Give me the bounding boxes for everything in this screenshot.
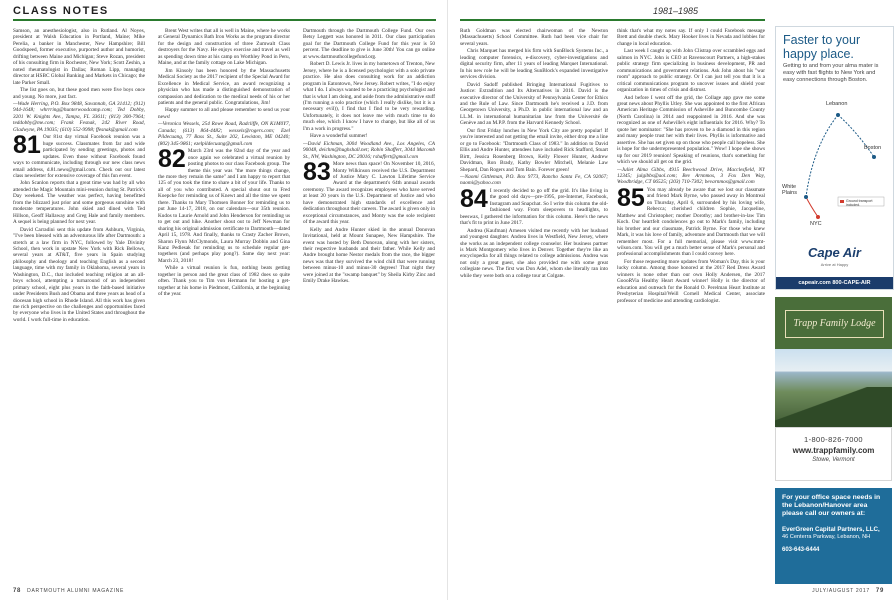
city-label-white-plains: White Plains xyxy=(782,184,797,196)
year-dropcap: 84 xyxy=(460,184,488,213)
paragraph: I recently decided to go off the grid. It's like living in the good old days—pre-1995, pre-Internet, Facebook, Instagram and Snapchat. So I write this column the old-fashioned way. From sleepovers to headlights, to beeswax, I gathered the information for this column. Here's the news that's fit to print in June 2017. xyxy=(460,187,608,227)
paragraph: More news than space! On November 10, 2016, Monty Wilkinson received the U.S. Department of Justice Mary C. Lawton Lifetime Service Award at the department's 64th annual awards ceremony. The award recognizes employees who have served at least 20 years in the U.S. Department of Justice and who have demonstrated high standards of excellence and dedication throughout their careers. The award is given only in exceptional circumstances, and Monty was the sole recipient of the award this year. xyxy=(303,161,435,226)
trapp-url[interactable]: www.trappfamily.com xyxy=(792,446,875,455)
paragraph: Jim Kinsoly has been honored by the Massachusetts Medical Society as the 2017 recipient of the Special Award for Excellence in Medical Service, an award recognizing a physician who has made a distinguished demonstration of compassion and dedication to the medical needs of his or her patients and the general public. Congratulations, Jim! xyxy=(158,67,290,106)
evergreen-ad[interactable] xyxy=(775,488,892,584)
top-rule-right xyxy=(460,19,765,21)
year-dropcap: 85 xyxy=(617,183,645,212)
cape-air-url-bar[interactable]: capeair.com 800-CAPE-AIR xyxy=(776,277,893,289)
trapp-location: Stowe, Vermont xyxy=(812,457,855,463)
route-map-graphic xyxy=(780,97,888,242)
paragraph: For those requesting more updates from Woman's Day, this is your lucky column. Among those honored at the 2017 Red Dress Award winners is none other than our own Holly Andersen, the 2017 GoooRVia Healthy Heart Award winner! Holly is the director of education and outreach for the Ronald O. Perelman Heart Institute at Presbyterian Hospital/Weill Cornell Medical Center, associate professor of medicine and attending cardiologist. xyxy=(617,258,765,304)
evergreen-phone: 603-643-6444 xyxy=(782,547,820,554)
paragraph: And before I went off the grid, the Collage app gave me some great news about Phyllis Utley. She was appointed to the first African American Heritage Commission of Asheville and Buncombe County (North Carolina) in 2014 and reappointed in 2016. And she was recognized as one of Asheville's eight influentials for 2016. Why? To quote her nominator: "She has proven to be a diamond in this region and many people trust her with their lives. Phyllis is informative and assertive. She has set given up on those who people call hopeless. She is hope for the underrepresented population." Wow! I hope she shows up for our 2019 reunion! Speaking of reunions, that's something for which we should all get on the grid. xyxy=(617,94,765,166)
paragraph: Have a wonderful summer! xyxy=(310,133,368,140)
contact-signature: —Veronica Wessels, 254 Rowe Road, Radcliffe, ON K1M0Y7, Canada; (613) 864-4482; wessels@rogers.com; Ezel Pildecuang, 77 Bass St., Suite 202, Lewiston, ME 04240; (802) 345-9861; ezelpildecuang@gmail.com xyxy=(158,121,290,147)
year-entry-82 xyxy=(158,145,290,264)
cape-air-ad[interactable] xyxy=(775,26,894,290)
city-label-nyc: NYC xyxy=(810,221,822,227)
contact-signature: —Juliet Alma Gibbs, 4915 Beechwood Drive, Macclesfield, NY 12345; julgibbs@aol.com; Bev Arnnmos, 3 Fox Den Way, Woodbridge, CT 06525; (203) 710-7302; bevarnmos@gmail.com xyxy=(617,166,765,186)
year-entry-81 xyxy=(13,131,145,179)
right-column-2 xyxy=(617,28,765,578)
evergreen-headline: For your office space needs in the Lebanon/Hanover area please call our owners at: xyxy=(782,494,881,517)
hills-graphic xyxy=(775,387,892,427)
year-entry-83 xyxy=(303,158,435,226)
right-column-1 xyxy=(460,28,608,578)
section-title: CLASS NOTES xyxy=(13,5,109,17)
issue-date: JULY/AUGUST 2017 xyxy=(812,588,870,594)
lodge-photo xyxy=(775,349,892,427)
paragraph: The list goes on, but these good men were five boys once and young. No more, just fact. xyxy=(13,87,145,100)
year-dropcap: 81 xyxy=(13,131,41,160)
paragraph: Andrea (Kaufman) Arnesen visited me recently with her husband and youngest daughter. Andrea lives in Westfield, New Jersey, where she works as an independent college counselor. Her business partner is Mark Montgomery who lives in Denver. Together they're like an encyclopedia for all things related to college admissions. Andrea was not only a great guest, she also provided me with some great collegiate news. The first was Don Adel, whom she literally ran into while they were both on a college tour at Colgate. xyxy=(460,227,608,279)
cape-air-logo-text: Cape Air xyxy=(808,245,861,260)
cape-air-logo xyxy=(776,241,893,269)
paragraph: Robert D. Lewis Jr. lives in my hometown of Trenton, New Jersey, where he is a licensed psychologist with a solo private practice. He also does consulting work for an addiction program in Eatontown, New Jersey. Robert writes, "I do enjoy what I do. I always wanted to be a practicing psychologist and that is what I am doing, and aside from the administrative stuff (I'm running a solo practice (which I really dislike, but it is a necessary evil)), I find that I find to be very rewarding. Unfortunately, it does not leave me with much time to do much else, which I know I have to change, but like all of us I'm a work in progress." xyxy=(303,61,435,132)
paragraph: Brent West writes that all is well in Maine, where he works at General Dynamics Bath Iron Works as the program director for the design and construction of three Zumwalt Class destroyers for the Navy. He enjoys exercise and travel as well as spending down time at his camp on Worthley Pond in Peru, Maine, and at the family cottage on Lake Michigan. xyxy=(158,28,290,67)
year-dropcap: 83 xyxy=(303,158,331,187)
footer-right xyxy=(812,588,884,594)
year-entry-85 xyxy=(617,183,765,258)
ad-body: Getting to and from your alma mater is easy with fast flights to New York and easy connections through Boston. xyxy=(783,63,879,83)
year-entry-84 xyxy=(460,184,608,227)
city-label-boston: Boston xyxy=(864,145,882,151)
left-column-1 xyxy=(13,28,145,578)
evergreen-name: EverGreen Capital Partners, LLC, xyxy=(782,526,880,533)
evergreen-address: 46 Centerra Parkway, Lebanon, NH xyxy=(782,534,871,541)
paragraph: think that's what my notes say. If only I could Facebook message Brett and double check. Mary Hooker lives in Nevada and lobbies for change in local education. xyxy=(617,28,765,47)
cape-air-tagline: Arrive at Happy xyxy=(820,262,849,267)
paragraph: Kelly and Andre Hunter skied in the annual Donovan Invitational, held at Mount Sunapee, New Hampshire. The event was hosted by Beth Donovan, along with her sisters, their respective husbands and their father. While Kelly and Andre brought home Nestor medals from the race, the bigger news was that they survived the wind chill that were running between minus-10 and minus-30 degrees! That night they were joined at the "swamp banquet" by Sheila Kirby Zinc and Emily Drake Hawkes. xyxy=(303,226,435,285)
paragraph: David Sadoff published Bringing International Fugitives to Justice: Extradition and Its Alternatives in 2016. David is the executive director of the University of Pennsylvania Center for Ethics and the Rule of Law. Since Dartmouth he's received a J.D. from Georgetown University, a Ph.D. in public international law and an LL.M. in international humanitarian law from the Université de Genève and an M.P.P. from the Harvard Kennedy School. xyxy=(460,81,608,127)
route-map xyxy=(780,97,888,242)
page-number-left: 78 xyxy=(13,588,22,594)
trapp-phone: 1-800-826-7000 xyxy=(804,435,863,444)
ground-transport-label: Ground transport included. xyxy=(846,199,873,207)
paragraph: Happy summer to all and please remember to send us your news! xyxy=(158,107,290,120)
years-label: 1981–1985 xyxy=(652,6,698,16)
paragraph: John Scanlon reports that a great time was had by all who attended the Magic Mountain mini-reunion during St. Patrick's Day weekend. The weather was perfect, having benefitted from the blizzard just prior and some gorgeous sunshine with moderate temperatures. John skied and dined with Ted Hillson, Geoff Hallaway and Greg Hale and family members. A sequel is being planned for next year. xyxy=(13,180,145,226)
paragraph: Chris Marquet has merged his firm with SunBlock Systems Inc., a leading computer forensics, e-discovery, cyber-investigations and digital security firm, after 11 years of leading Marquet International. In his new role he will be leading SunBlock's expanded investigative services division. xyxy=(460,48,608,81)
footer-left xyxy=(13,588,124,594)
paragraph: David Carradini sent this update from Ashburn, Virginia, "I've been blessed with an adventurous life after Dartmouth: a stretch at a law firm in NYC, followed by Yale Divinity School, then work in upstate New York with Rick Bellows, several years at AT&T, five years in Spain studying philosophy and theology and teaching English as a second language, time with my family in Oklahoma, several years in Washington, D.C., that included teaching religion at an all-boys school, attempting a turnaround of an independent primary school, eight plus years in the faith-based initiative under Presidents Bush and Obama and three years as head of a diocesan high school in Rhode Island. All this work has given me rich perspective on the challenges and opportunities faced by everyone who lives in the United States and throughout the world. I work full-time in education. xyxy=(13,226,145,323)
trapp-logo-band xyxy=(775,297,892,349)
paragraph: While a virtual reunion is fun, nothing beats getting together in person and the great class of 1982 does so quite often. Thank you to Tim von Hermann for hosting a get-together at his home in Piedmont, California, at the beginning of the year. xyxy=(158,265,290,298)
magazine-name: DARTMOUTH ALUMNI MAGAZINE xyxy=(27,588,125,594)
paragraph: Ruth Goldman was elected chairwoman of the Newton (Massachusetts) School Committee. Ruth had been vice chair for several years. xyxy=(460,28,608,47)
left-column-2 xyxy=(158,28,290,578)
year-dropcap: 82 xyxy=(158,145,186,174)
paragraph: Our first Friday lunches in New York City are pretty popular! If you're interested and not getting the email invite, either drop me a line or go to Facebook: "Dartmouth Class of 1983." In addition to David Ellis and Andre Hunter, attendees have included Rick Stafford, Stuart Birtt, Jessica Rosenberg Brown, Kelly Flower Hunter, Andrew Davidman, Ron Brady, Kathy Bowler Mitchell, Melanie Law Shepard, Dan Rogers and Tom Bain. Forever green! xyxy=(460,127,608,173)
ad-headline: Faster to your happy place. xyxy=(783,33,861,61)
right-page xyxy=(448,0,896,600)
contact-signature: —Wade Herring, P.O. Box 9848, Savannah, GA 31412; (912) 944-1648; whrrring@hunterwoodcamp.com; Ted Dobby, 3201 W. Knights Ave., Tampa, FL 33611; (813) 300-7964; teddobby@me.com; Frank Fesnak, 242 River Road, Gladwyne, PA 19035; (610) 552-9998; ffesnak@gmail.com xyxy=(13,100,145,133)
trapp-lodge-ad[interactable] xyxy=(775,297,892,481)
contact-signature: —David Eichman, 3004 Woodland Ave., Los Angeles, CA 90048, deichm@hughshall.net; Robin Shaffert, 3044 Macomb St., NW, Washington, DC 20016; rshaffert@gmail.com xyxy=(303,140,435,160)
paragraph: Dartmouth through the Dartmouth College Fund. Our own Betsy Leggett was honored in 2011. Our class participation goal for the Dartmouth College Fund for this year is 50 percent. The deadline to give is June 30th! You can go online at www.dartmouthcollegefund.org. xyxy=(303,28,435,60)
contact-signature: —Naomi Gittleman, P.O. Box 9773, Rancho Santa Fe, CA 92067; naomi@yahoo.com xyxy=(460,173,608,187)
paragraph: Our 81st day virtual Facebook reunion was a huge success. Classmates from far and wide participated by sending greetings, photos and updates. Even those without Facebook found ways to communicate, including through our new class news email address, d.81.news@gmail.com. Check out our latest class newsletter for extensive coverage of this fun event. xyxy=(13,134,145,179)
trapp-logo: Trapp Family Lodge xyxy=(785,310,884,338)
city-label-lebanon: Lebanon xyxy=(826,101,848,107)
paragraph: You may already be aware that we lost our classmate and friend Mark Byrne, who passed away in Montreal on Thursday, April 6, surrounded by his loving wife, Rebecca; cherished children Sophie, Jacqueline, Matthew and Christopher; mother Dorothy; and brother-in-law Tim Koch. Our heartfelt condolences go out to Mark's family, including his brother and our classmate, Patrick Byrne. For those who knew Mark, it was his love of family, adventure and Dartmouth that we will remember most. For a full memorial, please visit www.mmt-wilson.com. You will get a much better sense of Mark's personal and professional accomplishments than I could convey here. xyxy=(617,186,765,258)
trapp-contact xyxy=(775,427,892,481)
paragraph: Samson, an anesthesiologist, also in Rutland. Al Noyes, president at Walsh Education in Portland, Maine; Mike Perelia, a banker in Manchester, New Hampshire; Bill Goodspeed, former executive, purported author and humorist, drifting between Maine and Michigan; Steve Rozan, president of his consulting firm in Rochester, New York; Scott Zeshin, a noted rheumatologist in Dallas; Roman Lipp, managing director at HSBC Global Banking and Markets in Chicago; the late Parker Small. xyxy=(13,28,145,86)
top-rule-left xyxy=(13,19,436,21)
paragraph: March 23rd was the 82nd day of the year and once again we celebrated a virtual reunion by posting photos to our class Facebook group. The theme this year was "the more things change, the more they remain the same" and I am happy to report that 125 of you took the time to share a bit of your life. Thanks to all of you who contributed. A special shout out to Fred Koepcke for reminding us of Knewt and all the time we spent there. Thanks to Mary Thomsen Bonner for reminding us to put June 14-17, 2018, on our calendars—our 35th reunion. Kudos to Laurie Arnold and John Henderson for reminding us to get out and hike. Another shout out to Jeff Newman for sharing his original admission certificate to Dartmouth—dated April 15, 1978. And finally, thanks to Crasty Zacher Brown, Sharon Flynn McClymonds, Laura Murray Dobbin and Gina Kanz Pedlesak for reminding us to schedule regular get-togethers (and perhaps play pong?). Same day next year: March 23, 2018! xyxy=(158,148,290,264)
page-number-right: 79 xyxy=(875,588,884,594)
left-column-3 xyxy=(303,28,435,578)
paragraph: Last week I caught up with John Clistrap over scrambled eggs and salmon in NYC. John is CEO at Ravenscourt Partners, a high-stakes public strategy firm specializing in business development, PR and communications and government relations. Ask John about his "war room" approach to public strategy. Or I can just tell you that it is a critical communications program to uncover issues and shield your organization in times of crisis and distrust. xyxy=(617,48,765,94)
